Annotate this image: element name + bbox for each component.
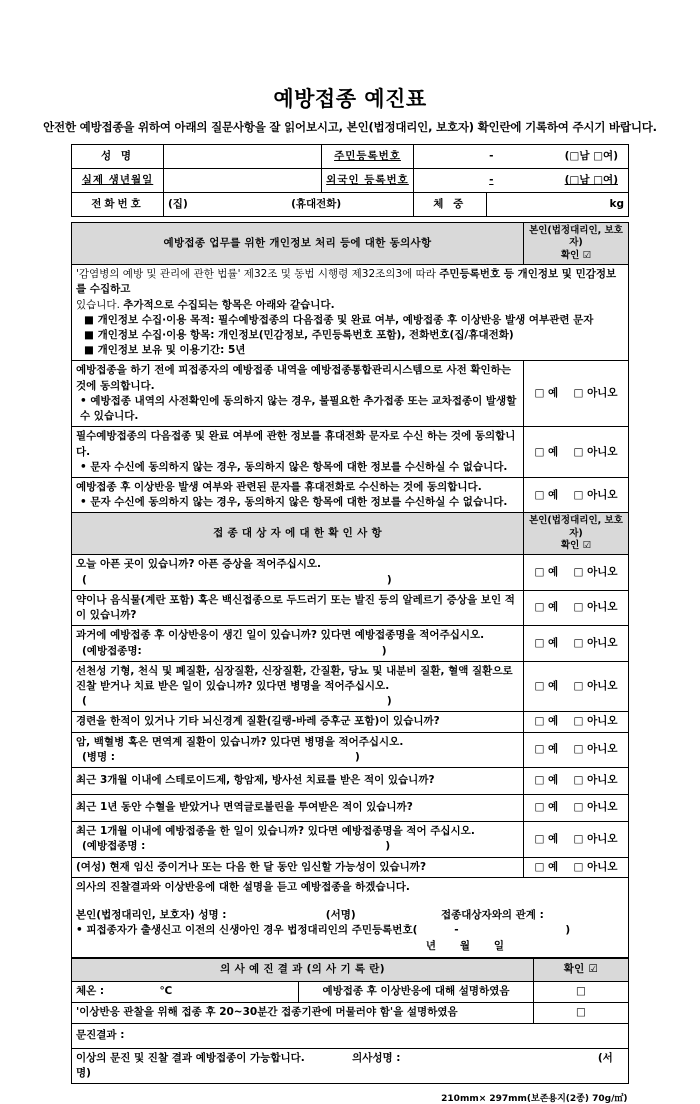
question-answer[interactable]: [524, 768, 629, 795]
no-label: 아니오: [587, 601, 618, 614]
table-row: [72, 857, 629, 877]
checkbox-no-icon[interactable]: □: [573, 601, 584, 614]
identity-table: [71, 144, 629, 217]
checkbox-yes-icon[interactable]: □: [534, 801, 545, 814]
table-row: [72, 169, 629, 193]
signature-row: [72, 877, 629, 957]
temperature-unit: ℃: [159, 984, 173, 997]
checkbox-yes-icon[interactable]: □: [534, 832, 545, 845]
yes-label: 예: [548, 679, 559, 692]
checkbox-yes-icon[interactable]: □: [534, 715, 545, 728]
question-text: 선천성 기형, 천식 및 폐질환, 심장질환, 신장질환, 간질환, 당뇨 및 내분비 질환, 혈액 질환으로 진찰 받거나 치료 받은 일이 있습니까? 있다면 병명을 적어주십시오. ( ): [72, 661, 524, 712]
screening-header-title: 접 종 대 상 자 에 대 한 확 인 사 항: [72, 513, 524, 555]
doctor-confirm-header: 확인 ☑: [534, 958, 629, 981]
weight-unit: kg: [609, 197, 624, 210]
checked-box-icon: 확인 ☑: [560, 540, 592, 552]
question-answer[interactable]: [524, 857, 629, 877]
checkbox-no-icon[interactable]: □: [573, 387, 584, 400]
weight-label: 체 중: [414, 193, 486, 216]
checkbox-no-icon[interactable]: □: [573, 636, 584, 649]
doctor-name-label: 의사성명 :: [352, 1051, 401, 1064]
question-text: 과거에 예방접종 후 이상반응이 생긴 일이 있습니까? 있다면 예방접종명을 적어주십시오. (예방접종명: ): [72, 626, 524, 661]
question-text: 최근 1년 동안 수혈을 받았거나 면역글로불린을 투여받은 적이 있습니까?: [72, 795, 524, 822]
doctor-header-title: 의 사 예 진 결 과 (의 사 기 록 란): [71, 958, 533, 981]
table-row: [72, 795, 629, 822]
table-row: [72, 768, 629, 795]
answer-blank[interactable]: (예방접종명: ): [82, 644, 387, 657]
table-row: [71, 1048, 628, 1083]
checkbox-no-icon[interactable]: □: [573, 566, 584, 579]
question-answer[interactable]: [524, 590, 629, 625]
question-text: 오늘 아픈 곳이 있습니까? 아픈 증상을 적어주십시오. ( ): [72, 555, 524, 590]
table-row: [71, 981, 628, 1002]
checkbox-yes-icon[interactable]: □: [534, 743, 545, 756]
checkbox-no-icon[interactable]: □: [573, 488, 584, 501]
consent-header-title: 예방접종 업무를 위한 개인정보 처리 등에 대한 동의사항: [72, 223, 524, 265]
checkbox-yes-icon[interactable]: □: [534, 566, 545, 579]
yes-label: 예: [548, 774, 559, 787]
checkbox-no-icon[interactable]: □: [573, 774, 584, 787]
rrn-dash: -: [489, 149, 494, 162]
doctor-section-header: [71, 958, 628, 981]
question-answer[interactable]: [524, 795, 629, 822]
no-label: 아니오: [587, 488, 618, 501]
checkbox-yes-icon[interactable]: □: [534, 774, 545, 787]
no-label: 아니오: [587, 445, 618, 458]
phone-label: 전화번호: [72, 193, 164, 217]
checked-box-icon: 확인 ☑: [560, 249, 592, 261]
yes-label: 예: [548, 601, 559, 614]
no-label: 아니오: [587, 774, 618, 787]
phone-home-input[interactable]: [164, 193, 414, 217]
table-row: [72, 732, 629, 767]
checkbox-no-icon[interactable]: □: [573, 679, 584, 692]
consent-item-answer[interactable]: [524, 427, 629, 478]
no-label: 아니오: [587, 387, 618, 400]
yes-label: 예: [548, 488, 559, 501]
screening-confirm-header: 본인(법정대리인, 보호자) 확인 ☑: [524, 513, 629, 555]
checkbox-yes-icon[interactable]: □: [534, 636, 545, 649]
consent-item-answer[interactable]: [524, 361, 629, 427]
checkbox-no-icon[interactable]: □: [573, 743, 584, 756]
table-row: [71, 1023, 628, 1048]
consent-section-header: [72, 223, 629, 265]
checkbox-no-icon[interactable]: □: [573, 715, 584, 728]
gender-checkboxes[interactable]: (□남 □여): [564, 149, 618, 162]
explain-adverse-label: 예방접종 후 이상반응에 대해 설명하였음: [298, 981, 533, 1002]
foreigner-id-label: 외국인 등록번호: [322, 169, 414, 193]
year-label: 년: [425, 940, 437, 953]
relation-label: 접종대상자와의 관계 :: [440, 908, 544, 921]
table-row: [72, 193, 629, 217]
table-row: [72, 361, 629, 427]
checkbox-yes-icon[interactable]: □: [534, 601, 545, 614]
yes-label: 예: [548, 387, 559, 400]
table-row: [72, 822, 629, 857]
question-answer[interactable]: [524, 626, 629, 661]
weight-group: [414, 193, 629, 217]
checkbox-no-icon[interactable]: □: [573, 801, 584, 814]
weight-input[interactable]: [486, 193, 628, 216]
consent-notice: '감염병의 예방 및 관리에 관한 법률' 제32조 및 동법 시행령 제32조의3에 따라 주민등록번호 등 개인정보 및 민감정보를 수집하고 있습니다. 추가적으로 수집되는 항목은 아래와 같습니다. ■ 개인정보 수집·이용 목적: 필수예방접종의 다음접종 및 완료 여부, 예방접종 후 이상반응 발생 여부관련 문자 ■ 개인정보 수집·이용 항목: 개인정보(민감정보, 주민등록번호 포함), 전화번호(집/휴대전화) ■ 개인정보 보유 및 이용기간: 5년: [72, 265, 629, 361]
table-row: [71, 1002, 628, 1023]
foreigner-dash: -: [489, 173, 494, 186]
screening-section-header: [72, 513, 629, 555]
answer-blank[interactable]: ( ): [82, 695, 392, 708]
consent-confirm-header: 본인(법정대리인, 보호자) 확인 ☑: [524, 223, 629, 265]
question-answer[interactable]: [524, 555, 629, 590]
signature-statement: 의사의 진찰결과와 이상반응에 대한 설명을 듣고 예방접종을 하겠습니다.: [76, 880, 410, 893]
table-row: [72, 712, 629, 732]
newborn-note[interactable]: • 피접종자가 출생신고 이전의 신생아인 경우 법정대리인의 주민등록번호( - ): [76, 924, 571, 937]
signature-block: [72, 877, 629, 957]
examination-result-field[interactable]: 문진결과 :: [71, 1023, 628, 1048]
question-text: 최근 1개월 이내에 예방접종을 한 일이 있습니까? 있다면 예방접종명을 적어 주십시오. (예방접종명 : ): [72, 822, 524, 857]
checkbox-yes-icon[interactable]: □: [534, 387, 545, 400]
table-row: [72, 145, 629, 169]
consent-notice-row: [72, 265, 629, 361]
yes-label: 예: [548, 743, 559, 756]
stay-instruction-checkbox[interactable]: □: [534, 1002, 629, 1023]
checkbox-no-icon[interactable]: □: [573, 832, 584, 845]
table-row: [72, 626, 629, 661]
name-label: 성 명: [72, 145, 164, 169]
no-label: 아니오: [587, 566, 618, 579]
page-footer: 210mm× 297mm(보존용지(2종) 70g/㎡): [441, 1094, 628, 1104]
phone-home-hint: (집): [168, 197, 188, 210]
table-row: [72, 427, 629, 478]
conclusion-text: 이상의 문진 및 진찰 결과 예방접종이 가능합니다.: [75, 1051, 305, 1064]
foreigner-id-input[interactable]: [414, 169, 629, 193]
guardian-name-label: 본인(법정대리인, 보호자) 성명 :: [76, 908, 227, 921]
temperature-field[interactable]: [71, 981, 298, 1002]
page-title: 예방접종 예진표: [273, 87, 427, 111]
checkbox-no-icon[interactable]: □: [573, 860, 584, 873]
no-label: 아니오: [587, 860, 618, 873]
rrn-label: 주민등록번호: [322, 145, 414, 169]
consent-item-text: 필수예방접종의 다음접종 및 완료 여부에 관한 정보를 휴대전화 문자로 수신 하는 것에 동의합니다. • 문자 수신에 동의하지 않는 경우, 동의하지 않은 항목에 대한 정보를 수신하실 수 없습니다.: [72, 427, 524, 478]
table-row: [72, 661, 629, 712]
yes-label: 예: [548, 715, 559, 728]
day-label: 일: [493, 940, 505, 953]
question-answer[interactable]: [524, 661, 629, 712]
page-subtitle: 안전한 예방접종을 위하여 아래의 질문사항을 잘 읽어보시고, 본인(법정대리인, 보호자) 확인란에 기록하여 주시기 바랍니다.: [43, 120, 657, 135]
name-input[interactable]: [164, 145, 322, 169]
question-text: 암, 백혈병 혹은 면역계 질환이 있습니까? 있다면 병명을 적어주십시오. (병명 : ): [72, 732, 524, 767]
yes-label: 예: [548, 445, 559, 458]
consent-item-text: 예방접종 후 이상반응 발생 여부와 관련된 문자를 휴대전화로 수신하는 것에 동의합니다. • 문자 수신에 동의하지 않는 경우, 동의하지 않은 항목에 대한 정보를 수신하실 수 없습니다.: [72, 477, 524, 512]
gender-checkboxes-foreigner[interactable]: (□남 □여): [564, 173, 618, 186]
yes-label: 예: [548, 832, 559, 845]
table-row: [72, 590, 629, 625]
stay-instruction-label: '이상반응 관찰을 위해 접종 후 20~30분간 접종기관에 머물러야 함'을 설명하였음: [71, 1002, 533, 1023]
no-label: 아니오: [587, 715, 618, 728]
answer-blank[interactable]: (예방접종명 : ): [82, 840, 391, 853]
answer-blank[interactable]: ( ): [82, 573, 392, 586]
question-text: 경련을 한적이 있거나 기타 뇌신경계 질환(길랭-바레 증후군 포함)이 있습니까?: [72, 712, 524, 732]
rrn-input[interactable]: [414, 145, 629, 169]
guardian-signature-line[interactable]: [76, 908, 624, 923]
doctor-table: [71, 958, 629, 1084]
doctor-sign-mark: (서명): [75, 1051, 613, 1079]
question-text: (여성) 현재 임신 중이거나 또는 다음 한 달 동안 임신할 가능성이 있습니까?: [72, 857, 524, 877]
consent-table: [71, 222, 629, 958]
month-label: 월: [459, 940, 471, 953]
checkbox-no-icon[interactable]: □: [573, 445, 584, 458]
no-label: 아니오: [587, 636, 618, 649]
explain-adverse-checkbox[interactable]: □: [534, 981, 629, 1002]
yes-label: 예: [548, 860, 559, 873]
consent-item-text: 예방접종을 하기 전에 피접종자의 예방접종 내역을 예방접종통합관리시스템으로 사전 확인하는 것에 동의합니다. • 예방접종 내역의 사전확인에 동의하지 않는 경우, 불필요한 추가접종 또는 교차접종이 발생할 수 있습니다.: [72, 361, 524, 427]
no-label: 아니오: [587, 832, 618, 845]
table-row: [72, 477, 629, 512]
question-answer[interactable]: [524, 732, 629, 767]
birthdate-input[interactable]: [164, 169, 322, 193]
birthdate-label: 실제 생년월일: [72, 169, 164, 193]
date-line[interactable]: [76, 939, 624, 954]
answer-blank[interactable]: (병명 : ): [82, 750, 360, 763]
checkbox-yes-icon[interactable]: □: [534, 445, 545, 458]
doctor-conclusion-row: [71, 1048, 628, 1083]
question-answer[interactable]: [524, 712, 629, 732]
question-text: 최근 3개월 이내에 스테로이드제, 항암제, 방사선 치료를 받은 적이 있습니까?: [72, 768, 524, 795]
yes-label: 예: [548, 566, 559, 579]
phone-mobile-hint: (휴대전화): [291, 197, 342, 210]
no-label: 아니오: [587, 743, 618, 756]
consent-item-answer[interactable]: [524, 477, 629, 512]
sign-mark: (서명): [325, 908, 356, 921]
no-label: 아니오: [587, 801, 618, 814]
yes-label: 예: [548, 636, 559, 649]
checkbox-yes-icon[interactable]: □: [534, 860, 545, 873]
checkbox-yes-icon[interactable]: □: [534, 488, 545, 501]
checkbox-yes-icon[interactable]: □: [534, 679, 545, 692]
no-label: 아니오: [587, 679, 618, 692]
yes-label: 예: [548, 801, 559, 814]
table-row: [72, 555, 629, 590]
question-answer[interactable]: [524, 822, 629, 857]
temperature-label: 체온 :: [75, 984, 105, 997]
question-text: 약이나 음식물(계란 포함) 혹은 백신접종으로 두드러기 또는 발진 등의 알레르기 증상을 보인 적 이 있습니까?: [72, 590, 524, 625]
